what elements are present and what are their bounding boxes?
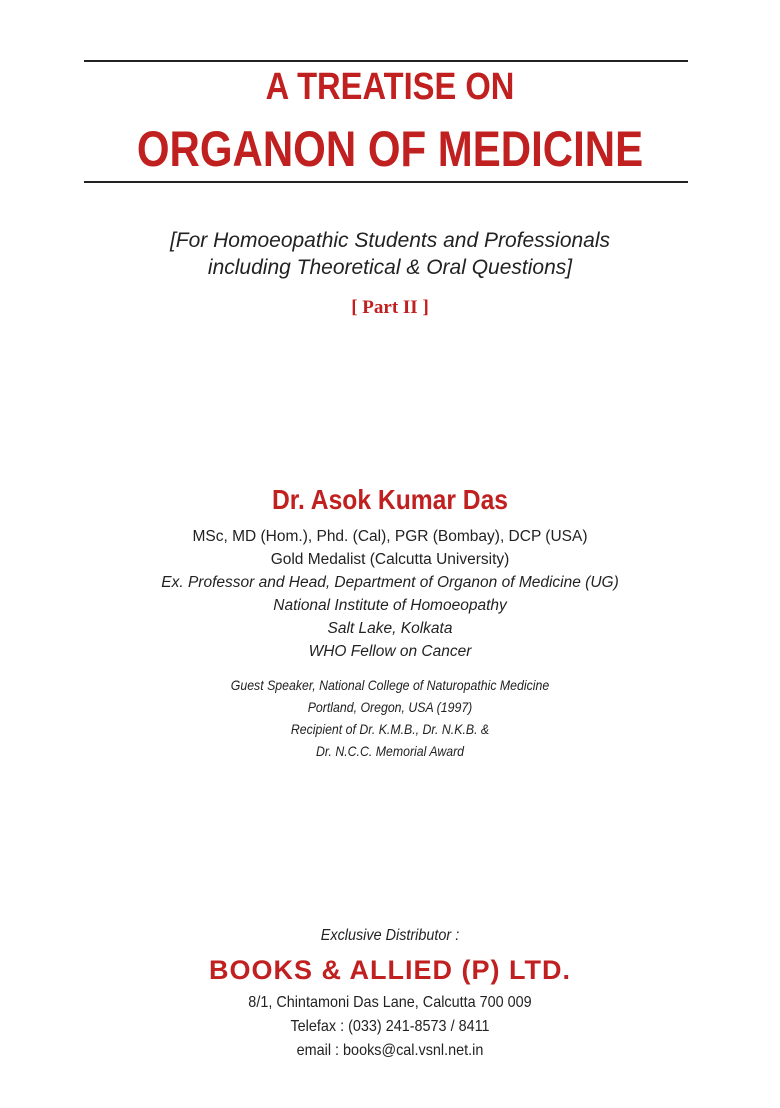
author-extra: Portland, Oregon, USA (1997)	[307, 699, 473, 715]
author-name: Dr. Asok Kumar Das	[271, 484, 509, 515]
publisher-address: 8/1, Chintamoni Das Lane, Calcutta 700 009	[248, 994, 532, 1011]
book-title-line-2: ORGANON OF MEDICINE	[136, 121, 644, 177]
distributor-label: Exclusive Distributor :	[320, 927, 460, 944]
subtitle-line-1: [For Homoeopathic Students and Professionals	[169, 229, 611, 252]
author-credential: National Institute of Homoeopathy	[273, 597, 507, 614]
subtitle-line-2: including Theoretical & Oral Questions]	[207, 256, 573, 279]
top-rule	[84, 60, 688, 62]
author-credential: MSc, MD (Hom.), Phd. (Cal), PGR (Bombay), DCP (USA)	[192, 528, 588, 545]
part-label: [ Part II ]	[351, 297, 429, 318]
author-credential: Salt Lake, Kolkata	[327, 620, 453, 637]
author-credential: WHO Fellow on Cancer	[308, 643, 472, 660]
publisher-telefax: Telefax : (033) 241-8573 / 8411	[290, 1018, 490, 1035]
book-title-line-1: A TREATISE ON	[265, 66, 515, 108]
author-credential: Ex. Professor and Head, Department of Organon of Medicine (UG)	[161, 574, 619, 591]
publisher-name: BOOKS & ALLIED (P) LTD.	[209, 955, 571, 985]
author-extra: Dr. N.C.C. Memorial Award	[315, 743, 465, 759]
author-extra: Guest Speaker, National College of Naturopathic Medicine	[230, 677, 550, 693]
author-credential: Gold Medalist (Calcutta University)	[270, 551, 510, 568]
publisher-email: email : books@cal.vsnl.net.in	[296, 1042, 484, 1059]
bottom-rule	[84, 181, 688, 183]
author-extra: Recipient of Dr. K.M.B., Dr. N.K.B. &	[290, 721, 490, 737]
